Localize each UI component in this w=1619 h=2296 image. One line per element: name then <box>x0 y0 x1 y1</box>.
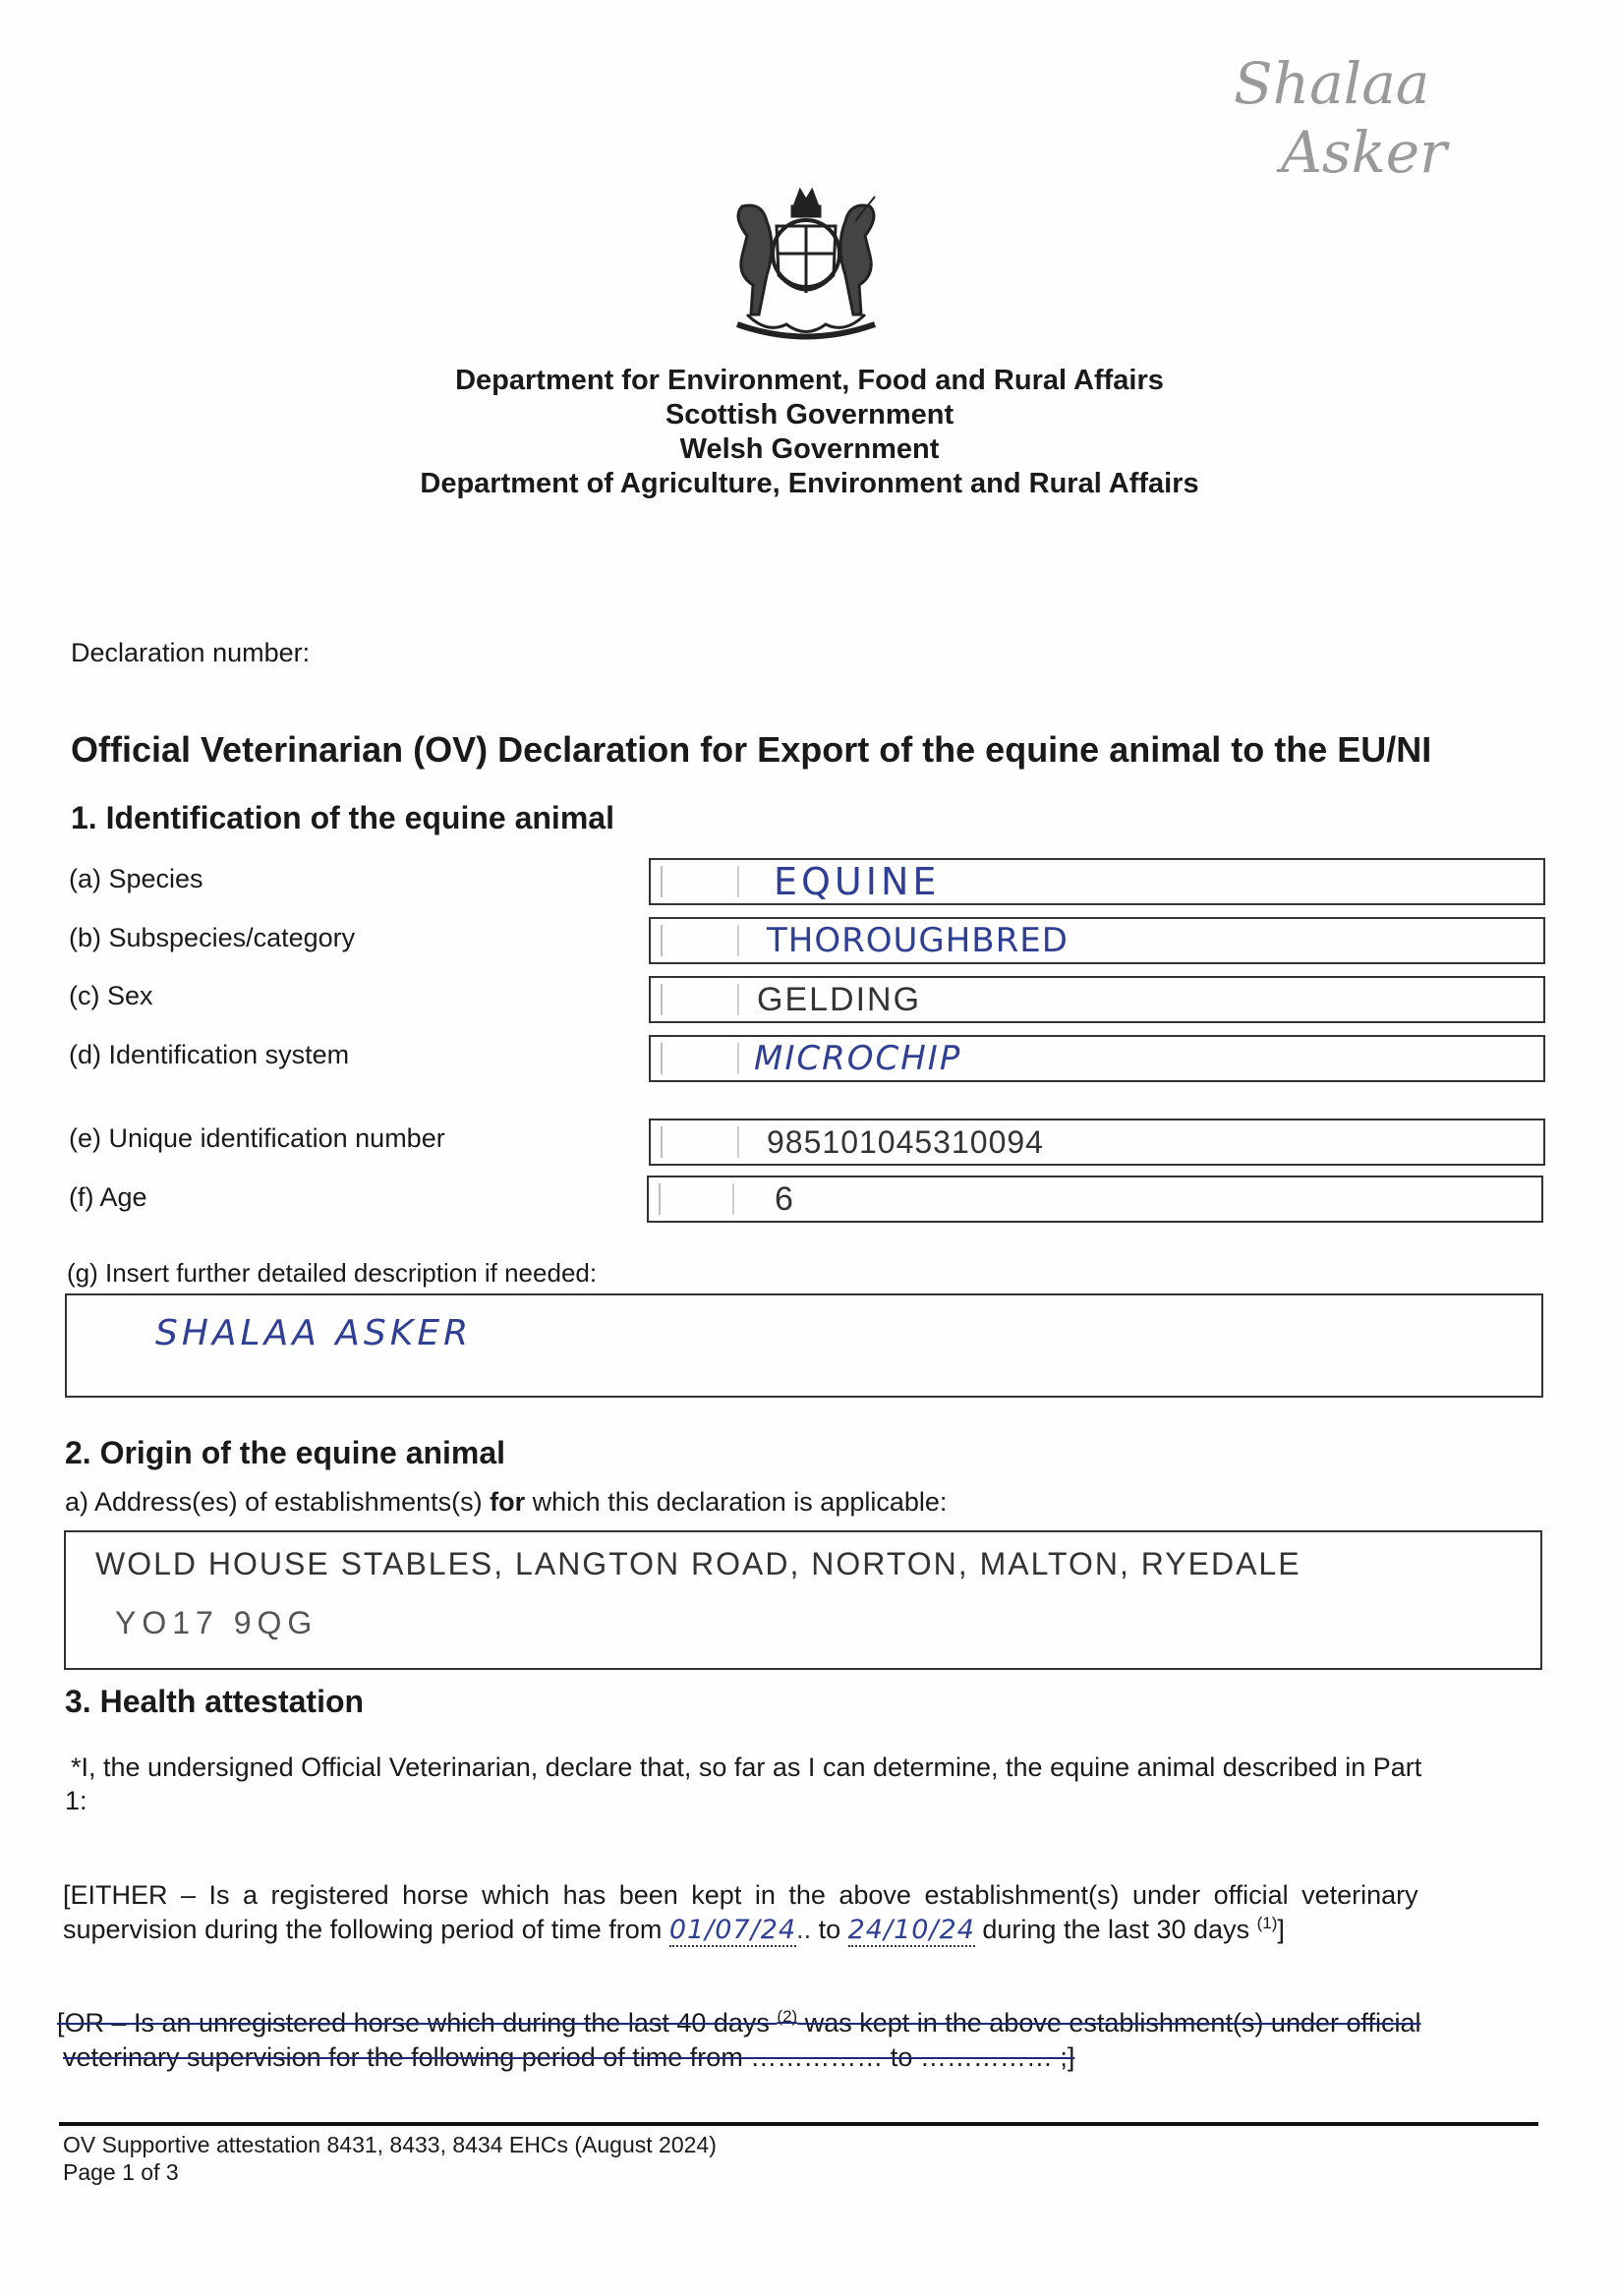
either-clause-line1: [EITHER – Is a registered horse which has been kept in the above establishment(s) under official veterinary <box>63 1880 1418 1910</box>
species-value: EQUINE <box>774 860 941 903</box>
age-field[interactable] <box>647 1176 1543 1223</box>
description-label: (g) Insert further detailed description if needed: <box>67 1258 598 1288</box>
address-line2: YO17 9QG <box>115 1605 318 1640</box>
sex-field[interactable] <box>649 976 1545 1023</box>
department-scottish-gov: Scottish Government <box>665 399 954 430</box>
attestation-intro-line2: 1: <box>65 1786 87 1815</box>
subspecies-value: THOROUGHBRED <box>767 921 1069 960</box>
either-clause-line2: supervision during the following period of time from 01/07/24.. to 24/10/24 during the last 30 days $^{(1)}$] <box>63 1914 1285 1945</box>
department-welsh-gov: Welsh Government <box>679 433 940 465</box>
footer-divider <box>59 2122 1538 2126</box>
section1-heading: 1. Identification of the equine animal <box>71 800 614 835</box>
footer-document-ref: OV Supportive attestation 8431, 8433, 8434 EHCs (August 2024) <box>63 2132 717 2157</box>
date-to-value: 24/10/24 <box>847 1915 975 1945</box>
margin-note-line1: Shalaa <box>1234 50 1430 117</box>
date-from-value: 01/07/24 <box>668 1915 797 1945</box>
department-daera: Department of Agriculture, Environment and Rural Affairs <box>420 468 1199 499</box>
margin-note-line2: Asker <box>1281 119 1447 186</box>
subspecies-label: (b) Subspecies/category <box>69 923 356 952</box>
species-label: (a) Species <box>69 864 203 893</box>
or-clause-line1: [OR – Is an unregistered horse which during the last 40 days $^{(2)}$ was kept in the above establishment(s) under official <box>57 2007 1421 2038</box>
or-clause-line2: veterinary supervision for the following period of time from …………… to …………… ;] <box>63 2042 1075 2072</box>
section2-heading: 2. Origin of the equine animal <box>65 1435 506 1470</box>
identification-system-value: MICROCHIP <box>754 1039 962 1078</box>
unique-id-label: (e) Unique identification number <box>69 1123 445 1153</box>
subspecies-field[interactable] <box>649 917 1545 964</box>
species-field[interactable] <box>649 858 1545 905</box>
sex-value: GELDING <box>757 981 922 1018</box>
identification-system-label: (d) Identification system <box>69 1040 350 1069</box>
address-field[interactable] <box>64 1530 1542 1670</box>
margin-note <box>1234 49 1447 187</box>
attestation-intro-line1: *I, the undersigned Official Veterinarian, declare that, so far as I can determine, the equine animal described in Part <box>71 1752 1422 1782</box>
age-value: 6 <box>775 1180 793 1218</box>
section3-heading: 3. Health attestation <box>65 1684 365 1719</box>
sex-label: (c) Sex <box>69 981 153 1010</box>
address-line1: WOLD HOUSE STABLES, LANGTON ROAD, NORTON, MALTON, RYEDALE <box>95 1546 1301 1581</box>
declaration-number-label: Declaration number: <box>71 638 311 667</box>
unique-id-field[interactable] <box>649 1119 1545 1166</box>
department-defra: Department for Environment, Food and Rural Affairs <box>455 365 1164 396</box>
description-field[interactable] <box>65 1293 1543 1398</box>
royal-coat-of-arms-logo <box>708 177 904 354</box>
footer <box>63 2131 717 2186</box>
age-label: (f) Age <box>69 1182 147 1212</box>
address-label: a) Address(es) of establishments(s) for which this declaration is applicable: <box>65 1487 948 1517</box>
description-value: SHALAA ASKER <box>155 1313 473 1353</box>
document-title: Official Veterinarian (OV) Declaration for Export of the equine animal to the EU/NI <box>71 729 1432 770</box>
unique-id-value: 985101045310094 <box>767 1124 1044 1160</box>
identification-system-field[interactable] <box>649 1035 1545 1082</box>
footer-page-number: Page 1 of 3 <box>63 2159 179 2185</box>
